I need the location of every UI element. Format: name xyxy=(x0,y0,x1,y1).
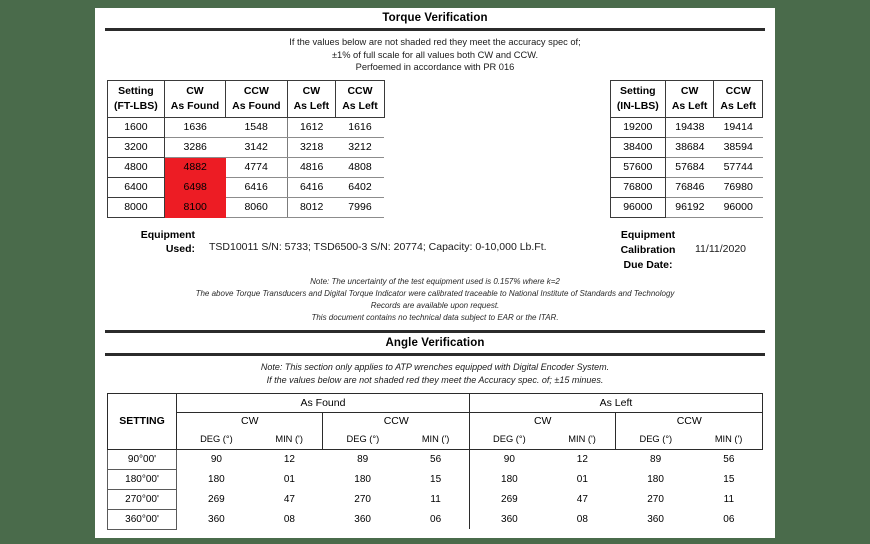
header-found-cw-min: MIN (') xyxy=(256,430,323,450)
header-ccw-as-found-line2: As Found xyxy=(232,99,281,112)
header-ccw-as-left xyxy=(336,80,385,117)
header-found-cw: CW xyxy=(177,412,323,430)
cell-ccw-as-left: 19414 xyxy=(714,117,763,137)
header-ccw-as-found xyxy=(226,80,287,117)
document-page xyxy=(95,8,775,538)
table-row xyxy=(108,509,763,529)
header-ccw-as-left-line2: As Left xyxy=(342,99,378,112)
header-setting-inlbs xyxy=(610,80,665,117)
cell-found-ccw-min: 15 xyxy=(430,473,442,485)
table-row xyxy=(108,157,385,177)
header-found-ccw: CCW xyxy=(323,412,469,430)
cell-angle-setting: 360°00' xyxy=(108,509,177,529)
cell-found-cw-deg: 180 xyxy=(208,473,225,485)
table-header-row-units xyxy=(108,430,763,450)
cell-left-ccw-min: 56 xyxy=(723,453,735,465)
header-setting-line1: Setting xyxy=(620,84,656,97)
header-left-cw-min: MIN (') xyxy=(549,430,616,450)
cell-ccw-as-left: 7996 xyxy=(336,197,385,217)
table-row xyxy=(108,469,763,489)
cell-setting: 4800 xyxy=(108,157,165,177)
cell-ccw-as-left: 76980 xyxy=(714,177,763,197)
cell-left-cw-deg: 180 xyxy=(469,469,548,489)
cell-left-cw-min: 12 xyxy=(576,453,588,465)
torque-note-line-3: Perfoemed in accordance with PR 016 xyxy=(355,62,515,72)
cell-left-ccw-deg: 180 xyxy=(647,473,664,485)
torque-ftlbs-table xyxy=(107,80,385,218)
table-header-row-groups xyxy=(108,393,763,412)
header-cw-as-left xyxy=(287,80,336,117)
cell-setting: 57600 xyxy=(610,157,665,177)
header-cw-as-left xyxy=(665,80,714,117)
calibration-due-label-line1: Equipment xyxy=(620,228,676,241)
header-ccw-as-found-line1: CCW xyxy=(243,84,269,97)
equipment-used-label-line1: Equipment xyxy=(140,228,195,241)
cell-left-cw-min: 01 xyxy=(576,473,588,485)
header-left-ccw-min: MIN (') xyxy=(695,430,762,450)
cell-ccw-as-found: 4774 xyxy=(226,157,287,177)
header-cw-as-left-line2: As Left xyxy=(293,99,330,112)
cell-ccw-as-left: 6402 xyxy=(336,177,385,197)
torque-section-title: Torque Verification xyxy=(382,12,488,24)
cell-found-ccw-min: 06 xyxy=(430,513,442,525)
cell-setting: 1600 xyxy=(108,117,165,137)
cell-cw-as-left: 19438 xyxy=(665,117,714,137)
cell-found-ccw-deg: 360 xyxy=(354,513,371,525)
table-row xyxy=(610,117,762,137)
angle-section-title: Angle Verification xyxy=(385,336,485,349)
cell-setting: 6400 xyxy=(108,177,165,197)
cell-setting: 19200 xyxy=(610,117,665,137)
table-row xyxy=(610,157,762,177)
calibration-due-label-line2: Calibration xyxy=(620,243,676,256)
angle-table-body xyxy=(108,449,763,529)
header-setting-line2: (IN-LBS) xyxy=(616,99,659,112)
table-row xyxy=(610,177,762,197)
cell-left-ccw-min: 06 xyxy=(723,513,735,525)
cell-found-ccw-min: 56 xyxy=(430,453,442,465)
header-found-cw-deg: DEG (°) xyxy=(177,430,256,450)
cell-cw-as-left: 38684 xyxy=(665,137,714,157)
header-ccw-as-left-line1: CCW xyxy=(347,84,373,97)
header-ccw-as-left-line2: As Left xyxy=(720,99,756,112)
cell-found-cw-deg: 90 xyxy=(210,453,222,465)
table-row xyxy=(108,449,763,469)
header-left-cw-deg: DEG (°) xyxy=(469,430,548,450)
cell-ccw-as-found: 8060 xyxy=(226,197,287,217)
header-setting-ftlbs xyxy=(108,80,165,117)
cell-found-ccw-min: 11 xyxy=(430,493,441,505)
torque-inlbs-body xyxy=(610,117,762,217)
header-found-ccw-deg: DEG (°) xyxy=(323,430,402,450)
cell-cw-as-left: 76846 xyxy=(665,177,714,197)
table-row xyxy=(108,177,385,197)
cell-ccw-as-left: 96000 xyxy=(714,197,763,217)
cell-setting: 76800 xyxy=(610,177,665,197)
header-setting-line1: Setting xyxy=(118,84,154,97)
cell-found-cw-deg: 269 xyxy=(208,493,225,505)
table-header-row xyxy=(610,80,762,117)
table-header-row-directions xyxy=(108,412,763,430)
footnote-records: Records are available upon request. xyxy=(370,300,500,310)
cell-cw-as-found-out-of-spec: 8100 xyxy=(164,197,225,217)
torque-note-line-2: ±1% of full scale for all values both CW and CCW. xyxy=(331,49,539,60)
cell-left-ccw-min: 15 xyxy=(723,473,735,485)
header-ccw-as-left xyxy=(714,80,763,117)
cell-cw-as-left: 3218 xyxy=(287,137,336,157)
calibration-due-label-line3: Due Date: xyxy=(623,258,673,271)
header-setting-line2: (FT-LBS) xyxy=(114,99,158,112)
torque-verification-section xyxy=(103,8,767,324)
table-row xyxy=(108,117,385,137)
cell-left-cw-min: 08 xyxy=(576,513,588,525)
header-left-ccw-deg: DEG (°) xyxy=(616,430,695,450)
header-cw-as-found-line1: CW xyxy=(186,84,204,97)
cell-cw-as-left: 6416 xyxy=(287,177,336,197)
cell-left-ccw-deg: 270 xyxy=(647,493,664,505)
cell-left-cw-deg: 269 xyxy=(469,489,548,509)
cell-cw-as-left: 57684 xyxy=(665,157,714,177)
torque-footnotes xyxy=(103,273,767,324)
table-row xyxy=(610,197,762,217)
header-cw-as-found xyxy=(164,80,225,117)
header-angle-setting: SETTING xyxy=(108,393,177,449)
torque-tables-area xyxy=(103,78,767,218)
cell-found-cw-min: 47 xyxy=(283,493,295,505)
footnote-ear-itar: This document contains no technical data subject to EAR or the ITAR. xyxy=(311,312,559,322)
angle-note-line-2: If the values below are not shaded red they meet the Accuracy spec. of; ±15 minues. xyxy=(266,374,604,385)
table-row xyxy=(610,137,762,157)
equipment-used-label-line2: Used: xyxy=(165,242,195,255)
cell-cw-as-found: 1636 xyxy=(164,117,225,137)
table-header-row xyxy=(108,80,385,117)
header-cw-as-found-line2: As Found xyxy=(170,99,220,112)
cell-cw-as-found-out-of-spec: 6498 xyxy=(164,177,225,197)
angle-verification-section xyxy=(103,324,767,530)
cell-ccw-as-found: 6416 xyxy=(226,177,287,197)
equipment-row xyxy=(103,218,767,273)
cell-angle-setting: 90°00' xyxy=(108,449,177,469)
header-cw-as-left-line1: CW xyxy=(302,84,321,97)
angle-verification-table xyxy=(107,393,763,530)
cell-ccw-as-left: 1616 xyxy=(336,117,385,137)
cell-cw-as-left: 4816 xyxy=(287,157,336,177)
equipment-used-label xyxy=(109,228,195,256)
header-found-ccw-min: MIN (') xyxy=(402,430,469,450)
torque-note-line-1: If the values below are not shaded red they meet the accuracy spec of; xyxy=(289,37,581,47)
header-ccw-as-left-line1: CCW xyxy=(725,84,751,97)
cell-setting: 8000 xyxy=(108,197,165,217)
cell-ccw-as-left: 38594 xyxy=(714,137,763,157)
header-group-as-left: As Left xyxy=(469,393,762,412)
cell-found-ccw-deg: 270 xyxy=(354,493,371,505)
cell-ccw-as-left: 4808 xyxy=(336,157,385,177)
angle-table-wrap xyxy=(103,391,767,530)
cell-left-ccw-min: 11 xyxy=(723,493,735,505)
cell-ccw-as-left: 57744 xyxy=(714,157,763,177)
torque-accuracy-notes xyxy=(103,31,767,78)
cell-ccw-as-found: 3142 xyxy=(226,137,287,157)
footnote-traceability: The above Torque Transducers and Digital Torque Indicator were calibrated traceable to National Institute of Standards and Technology xyxy=(195,288,675,298)
torque-ftlbs-body xyxy=(108,117,385,217)
angle-note-line-1: Note: This section only applies to ATP wrenches equipped with Digital Encoder System. xyxy=(260,361,610,372)
header-left-ccw: CCW xyxy=(616,412,763,430)
cell-found-ccw-deg: 180 xyxy=(354,473,371,485)
cell-found-cw-min: 01 xyxy=(283,473,295,485)
cell-cw-as-found-out-of-spec: 4882 xyxy=(164,157,225,177)
table-row xyxy=(108,137,385,157)
cell-found-ccw-deg: 89 xyxy=(357,453,369,465)
cell-cw-as-left: 1612 xyxy=(287,117,336,137)
calibration-due-date: 11/11/2020 xyxy=(695,242,746,255)
angle-notes xyxy=(103,356,767,391)
cell-left-cw-deg: 360 xyxy=(469,509,548,529)
cell-left-cw-deg: 90 xyxy=(469,449,548,469)
cell-setting: 38400 xyxy=(610,137,665,157)
cell-found-cw-min: 08 xyxy=(283,513,295,525)
equipment-used-value: TSD10011 S/N: 5733; TSD6500-3 S/N: 20774; Capacity: 0-10,000 Lb.Ft. xyxy=(209,240,547,253)
cell-found-cw-deg: 360 xyxy=(208,513,225,525)
table-row xyxy=(108,489,763,509)
cell-angle-setting: 270°00' xyxy=(108,489,177,509)
cell-cw-as-left: 96192 xyxy=(665,197,714,217)
table-row xyxy=(108,197,385,217)
cell-setting: 96000 xyxy=(610,197,665,217)
cell-angle-setting: 180°00' xyxy=(108,469,177,489)
cell-left-cw-min: 47 xyxy=(576,493,588,505)
footnote-uncertainty: Note: The uncertainty of the test equipment used is 0.157% where k=2 xyxy=(310,276,560,286)
cell-ccw-as-found: 1548 xyxy=(226,117,287,137)
cell-ccw-as-left: 3212 xyxy=(336,137,385,157)
header-cw-as-left-line2: As Left xyxy=(671,99,708,112)
cell-cw-as-found: 3286 xyxy=(164,137,225,157)
cell-left-ccw-deg: 89 xyxy=(650,453,662,465)
calibration-due-label xyxy=(607,228,689,273)
cell-cw-as-left: 8012 xyxy=(287,197,336,217)
header-cw-as-left-line1: CW xyxy=(680,84,699,97)
header-group-as-found: As Found xyxy=(177,393,470,412)
header-left-cw: CW xyxy=(469,412,615,430)
torque-inlbs-table xyxy=(610,80,763,218)
cell-left-ccw-deg: 360 xyxy=(647,513,664,525)
cell-setting: 3200 xyxy=(108,137,165,157)
cell-found-cw-min: 12 xyxy=(283,453,295,465)
